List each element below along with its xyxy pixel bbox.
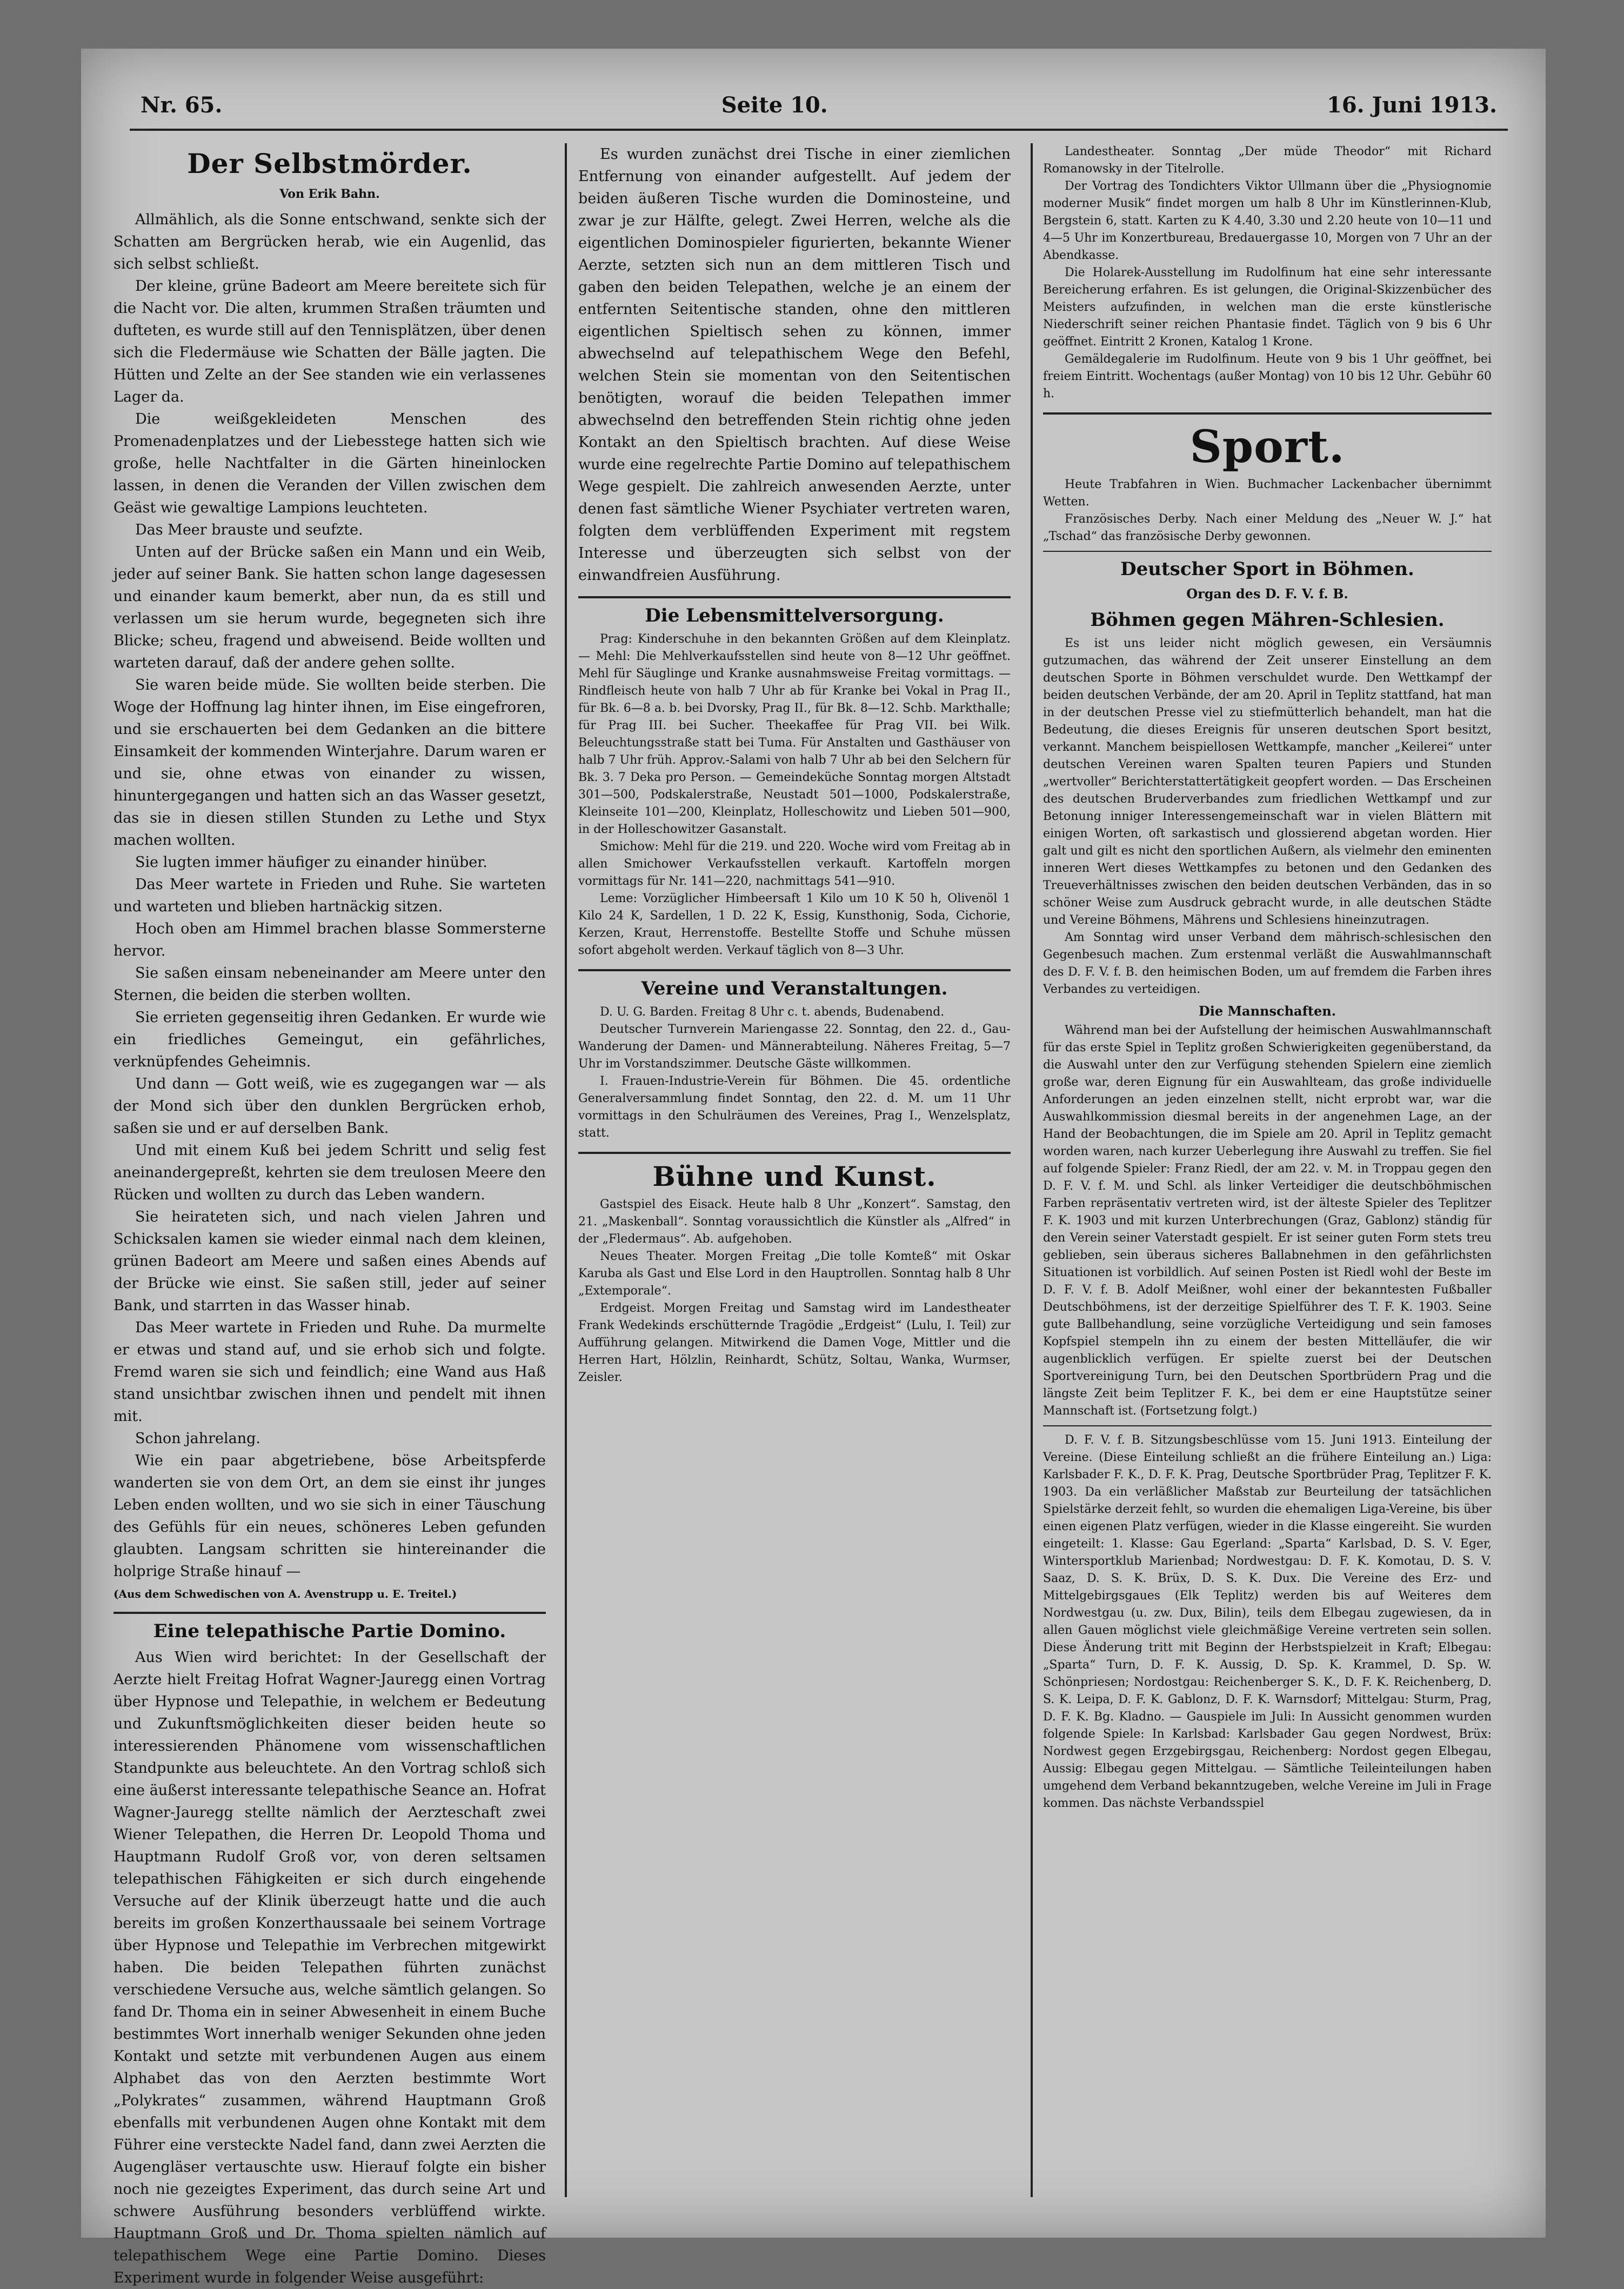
section-subtitle: Deutscher Sport in Böhmen. (1120, 558, 1414, 580)
section-rule (578, 596, 1011, 598)
article-byline: Von Erik Bahn. (279, 187, 380, 201)
paragraph: Heute Trabfahren in Wien. Buchmacher Lackenbacher übernimmt Wetten. (1043, 478, 1492, 509)
section-rule (113, 1612, 546, 1614)
section-rule (1043, 412, 1492, 415)
paragraph: Sie saßen einsam nebeneinander am Meere unter den Sternen, die beiden die sterben wollten. (113, 965, 546, 1004)
article-title: Bühne und Kunst. (652, 1160, 937, 1192)
paragraph: Das Meer wartete in Frieden und Ruhe. Sie warteten und warteten und blieben hartnäckig sitzen. (113, 876, 546, 915)
organ-line: Organ des D. F. V. f. B. (1186, 586, 1348, 602)
paragraph: Deutscher Turnverein Mariengasse 22. Sonntag, den 22. d., Gau-Wanderung der Damen- und Männerabteilung. Näheres Freitag, 5—7 Uhr im Vorstandszimmer. Deutsche Gäste willkommen. (578, 1023, 1011, 1071)
paragraph: Und dann — Gott weiß, wie es zugegangen war — als der Mond sich über den dunklen Bergrücken erhob, saßen sie und er auf derselben Bank. (113, 1076, 546, 1137)
column-right (1043, 143, 1492, 2208)
paragraph: Sie lugten immer häufiger zu einander hinüber. (135, 854, 487, 871)
paragraph: Smichow: Mehl für die 219. und 220. Woche wird vom Freitag ab in allen Smichower Verkaufsstellen verkauft. Kartoffeln morgen vormittags für Nr. 141—220, nachmittags 541—910. (578, 840, 1011, 888)
paragraph: D. F. V. f. B. Sitzungsbeschlüsse vom 15. Juni 1913. Einteilung der Vereine. (Diese Einteilung schließt an die frühere Einteilung an.) Liga: Karlsbader F. K., D. F. K. Prag, Deutsche Sportbrüder Prag, Teplitzer F. K. 1903. Da ein verläßlicher Maßstab zur Beurteilung der tatsächlichen Spielstärke derzeit fehlt, so wurden die ehemaligen Liga-Vereine, bis über einen eigenen Platz verfügen, wieder in die Klasse eingereiht. Sie wurden eingeteilt: 1. Klasse: Gau Egerland: „Sparta“ Karlsbad, D. S. V. Eger, Wintersportklub Marienbad; Nordwestgau: D. F. K. Komotau, D. S. V. Saaz, D. S. K. Brüx, D. S. K. Dux. Die Vereine des Erz- und Mittelgebirgsgaues (Elk Teplitz) werden bis auf Weiteres dem Nordwestgau (u. zw. Dux, Bilin), teils dem Elbegau zugewiesen, da in allen Gauen möglichst viele gleichmäßige Vereine vertreten sein sollen. Diese Änderung tritt mit Beginn der Herbstspielzeit in Kraft; Elbegau: „Sparta“ Turn, D. F. K. Aussig, D. Sp. K. Krammel, D. Sp. W. Schönpriesen; Nordostgau: Reichenberger S. K., D. F. K. Reichenberg, D. S. K. Leipa, D. F. K. Gablonz, D. F. K. Warnsdorf; Mittelgau: Sturm, Prag, D. F. K. Bg. Kladno. — Gauspiele im Juli: In Aussicht genommen wurden folgende Spiele: In Karlsbad: Karlsbader Gau gegen Nordwest, Brüx: Nordwest gegen Erzgebirgsgau, Reichenberg: Nordost gegen Elbegau, Aussig: Elbegau gegen Mittelgau. — Sämtliche Teileinteilungen haben umgehend dem Verband bekanntzugeben, welche Vereine im Juli in Frage kommen. Das nächste Verbandsspiel (1043, 1433, 1492, 1810)
paragraph: Der Vortrag des Tondichters Viktor Ullmann über die „Physiognomie moderner Musik“ findet morgen um halb 8 Uhr im Künstlerinnen-Klub, Bergstein 6, statt. Karten zu K 4.40, 3.30 und 2.20 heute von 10—11 und 4—5 Uhr im Konzertbureau, Bredauergasse 10, Morgen von 7 Uhr an der Abendkasse. (1043, 179, 1492, 262)
article-title: Die Lebensmittelversorgung. (645, 605, 944, 626)
paragraph: Prag: Kinderschuhe in den bekannten Größen auf dem Kleinplatz. — Mehl: Die Mehlverkaufsstellen sind heute von 8—12 Uhr geöffnet. Mehl für Säuglinge und Kranke ausnahmsweise Freitag vormittags. — Rindfleisch heute von halb 7 Uhr ab für Kranke bei Vokal in Prag II., für Bk. 6—8 a. b. bei Dvorsky, Prag II., für Bk. 8—12. Schb. Markthalle; für Prag III. bei Sucher. Theekaffee für Prag VII. bei Wilk. Beleuchtungsstraße statt bei Tuma. Für Anstalten und Gasthäuser von halb 7 Uhr früh. Approv.-Salami von halb 7 Uhr ab bei den Selchern für Bk. 3. 7 Deka pro Person. — Gemeindeküche Sonntag morgen Altstadt 301—500, Podskalerstraße, Neustadt 501—1000, Podskalerstraße, Kleinseite 101—200, Kleinplatz, Holleschowitz und Lieben 501—900, in der Holleschowitzer Gasanstalt. (578, 632, 1011, 836)
paragraph: Das Meer wartete in Frieden und Ruhe. Da murmelte er etwas und stand auf, und sie erhob sich und folgte. Fremd waren sie sich und feindlich; eine Wand aus Haß stand unsichtbar zwischen ihnen und pendelt mit ihnen mit. (113, 1319, 546, 1425)
section-rule (1043, 551, 1492, 552)
paragraph: Hoch oben am Himmel brachen blasse Sommersterne hervor. (113, 920, 546, 959)
article-title: Eine telepathische Partie Domino. (153, 1620, 506, 1642)
paragraph: Es wurden zunächst drei Tische in einer ziemlichen Entfernung von einander aufgestellt. Auf jedem der beiden äußeren Tische wurden die Dominosteine, und zwar je zur Hälfte, gelegt. Zwei Herren, welche als die eigentlichen Dominospieler figurierten, bekannte Wiener Aerzte, setzten sich nun an dem mittleren Tisch und gaben den beiden Telepathen, welche je an einem der entfernten Seitentische standen, ohne den mittleren eigentlichen Spieltisch sehen zu können, immer abwechselnd auf telepathischem Wege den Befehl, welchen Stein sie momentan von den Seitentischen benötigten, worauf die beiden Telepathen immer abwechselnd den betreffenden Stein richtig ohne jeden Kontakt an den Spieltisch brachten. Auf diese Weise wurde eine regelrechte Partie Domino auf telepathischem Wege gespielt. Die zahlreich anwesenden Aerzte, unter denen fast sämtliche Wiener Psychiater vertreten waren, folgten dem verblüffenden Experiment mit regstem Interesse und überzeugten sich selbst von der einwandfreien Ausführung. (578, 146, 1011, 584)
paragraph: Wie ein paar abgetriebene, böse Arbeitspferde wanderten sie von dem Ort, an dem sie einst ihr junges Leben enden wollten, und wo sie sich in einer Täuschung des Gefühls für ein neues, schöneres Leben gefunden glaubten. Langsam schritten sie hintereinander die holprige Straße hinauf — (113, 1452, 546, 1580)
article-title: Vereine und Veranstaltungen. (641, 978, 948, 999)
paragraph: Leme: Vorzüglicher Himbeersaft 1 Kilo um 10 K 50 h, Olivenöl 1 Kilo 24 K, Sardellen, 1 D. 22 K, Essig, Kunsthonig, Soda, Cichorie, Kerzen, Kraut, Herrenstoffe. Bestellte Stoffe und Schuhe müssen sofort abgeholt werden. Verkauf täglich von 8—3 Uhr. (578, 892, 1011, 957)
issue-date: 16. Juni 1913. (1327, 92, 1497, 118)
paragraph: Der kleine, grüne Badeort am Meere bereitete sich für die Nacht vor. Die alten, krummen Straßen träumten und dufteten, es wurde still auf den Tennisplätzen, über denen sich die Fledermäuse wie Schatten der Bälle jagten. Die Hütten und Zelte an der See standen wie ein verlassenes Lager da. (113, 278, 546, 405)
paragraph: Schon jahrelang. (135, 1430, 260, 1447)
paragraph: Das Meer brauste und seufzte. (135, 522, 363, 538)
article-title: Der Selbstmörder. (187, 148, 472, 179)
paragraph: Französisches Derby. Nach einer Meldung des „Neuer W. J.“ hat „Tschad“ das französische Derby gewonnen. (1043, 512, 1492, 543)
paragraph: Gastspiel des Eisack. Heute halb 8 Uhr „Konzert“. Samstag, den 21. „Maskenball“. Sonntag voraussichtlich die Künstler als „Alfred“ in der „Fledermaus“. Ab. aufgehoben. (578, 1198, 1011, 1246)
subheading: Die Mannschaften. (1198, 1003, 1336, 1019)
paragraph: Während man bei der Aufstellung der heimischen Auswahlmannschaft für das erste Spiel in Teplitz großen Schwierigkeiten gegenüberstand, da die Auswahl unter den zur Verfügung stehenden Spielern eine ziemlich große war, deren Eignung für ein Auswahlteam, das große individuelle Anforderungen an jeden einzelnen stellt, nicht erprobt war, war die Auswahlkommission diesmal bereits in der angenehmen Lage, an der Hand der Beobachtungen, die im Spiele am 20. April in Teplitz gemacht worden waren, nach kurzer Ueberlegung ihre Auswahl zu treffen. Sie fiel auf folgende Spieler: Franz Riedl, der am 22. v. M. in Troppau gegen den D. F. V. f. M. und Schl. als linker Verteidiger die deutschböhmischen Farben repräsentativ vertreten wird, ist der älteste Spieler des Teplitzer F. K. 1903 und mit kurzen Unterbrechungen (Graz, Gablonz) ständig für den Verein seiner Vaterstadt gespielt. Er ist seiner guten Form stets treu geblieben, sein überaus sicheres Ballabnehmen in den gefährlichsten Situationen ist vorbildlich. Auf seinen Posten ist Riedl wohl der Beste im D. F. V. f. B. Adolf Meißner, wohl einer der bekanntesten Fußballer Deutschböhmens, ist der derzeitige Spielführer des T. F. K. 1903. Seine gute Ballbehandlung, seine vorzügliche Verteidigung und sein famoses Kopfspiel stempeln ihn zu einem der besten Mittelläufer, die wir augenblicklich verfügen. Er spielte zuerst bei der Deutschen Sportvereinigung Turn, bei den Deutschen Sportbrüdern Prag und die längste Zeit beim Teplitzer F. K., bei dem er eine Hauptstütze seiner Mannschaft ist. (Fortsetzung folgt.) (1043, 1024, 1492, 1418)
paragraph: Unten auf der Brücke saßen ein Mann und ein Weib, jeder auf seiner Bank. Sie hatten schon lange dagesessen und einander kaum bemerkt, aber nun, da es still und verlassen um sie herum wurde, begegneten sich ihre Blicke; scheu, fragend und abweisend. Beide wollten und warteten darauf, daß der andere gehen sollte. (113, 544, 546, 671)
paragraph: Erdgeist. Morgen Freitag und Samstag wird im Landestheater Frank Wedekinds erschütternde Tragödie „Erdgeist“ (Lulu, I. Teil) zur Aufführung gelangen. Mitwirkend die Damen Voge, Mittler und die Herren Hart, Hölzlin, Reinhardt, Schütz, Soltau, Wanka, Wurmser, Zeisler. (578, 1302, 1011, 1384)
page-number: Seite 10. (721, 92, 828, 118)
column-rule (1031, 143, 1033, 2197)
paragraph: Aus Wien wird berichtet: In der Gesellschaft der Aerzte hielt Freitag Hofrat Wagner-Jauregg einen Vortrag über Hypnose und Telepathie, in welchem er Bedeutung und Zukunftsmöglichkeiten dieser beiden heute so interessierenden Phänomene vom wissenschaftlichen Standpunkte aus beleuchtete. An den Vortrag schloß sich eine äußerst interessante telepathische Seance an. Hofrat Wagner-Jauregg stellte nämlich der Aerzteschaft zwei Wiener Telepathen, die Herren Dr. Leopold Thoma und Hauptmann Rudolf Groß vor, von deren seltsamen telepathischen Fähigkeiten er sich durch eingehende Versuche auf der Klinik überzeugt hatte und die auch bereits im großen Konzerthaussaale bei seinem Vortrage über Hypnose und Telepathie im Verbrechen mitgewirkt haben. Die beiden Telepathen führten zunächst verschiedene Versuche aus, welche sämtlich gelangen. So fand Dr. Thoma ein in seiner Abwesenheit in einem Buche bestimmtes Wort innerhalb weniger Sekunden ohne jeden Kontakt und setzte mit verbundenen Augen aus einem Alphabet das von den Aerzten bestimmte Wort „Polykrates“ zusammen, während Hauptmann Groß ebenfalls mit verbundenen Augen ohne Kontakt mit dem Führer eine versteckte Nadel fand, dann zwei Aerzten die Augengläser vertauschte usw. Hierauf folgte ein bisher noch nie gezeigtes Experiment, das durch seine Art und schwere Ausführung besonders verblüffend wirkte. Hauptmann Groß und Dr. Thoma spielten nämlich auf telepathischem Wege eine Partie Domino. Dieses Experiment wurde in folgender Weise ausgeführt: (113, 1649, 546, 2286)
section-title: Sport. (1189, 421, 1345, 473)
paragraph: Die weißgekleideten Menschen des Promenadenplatzes und der Liebesstege hatten sich wie große, helle Nachtfalter in die Gärten hineinlocken lassen, in denen die Veranden der Villen zwischen dem Geäst wie gewaltige Lampions leuchteten. (113, 411, 546, 516)
paragraph: Die Holarek-Ausstellung im Rudolfinum hat eine sehr interessante Bereicherung erfahren. Es ist gelungen, die Original-Skizzenbücher des Meisters aufzufinden, in welchen man die erste künstlerische Niederschrift seiner reichen Phantasie findet. Täglich von 9 bis 6 Uhr geöffnet. Eintritt 2 Kronen, Katalog 1 Krone. (1043, 266, 1492, 349)
paragraph: Gemäldegalerie im Rudolfinum. Heute von 9 bis 1 Uhr geöffnet, bei freiem Eintritt. Wochentags (außer Montag) von 10 bis 12 Uhr. Gebühr 60 h. (1043, 352, 1492, 401)
paragraph: Neues Theater. Morgen Freitag „Die tolle Komteß“ mit Oskar Karuba als Gast und Else Lord in den Hauptrollen. Sonntag halb 8 Uhr „Extemporale“. (578, 1250, 1011, 1298)
column-left (113, 143, 546, 2286)
paragraph: Es ist uns leider nicht möglich gewesen, ein Versäumnis gutzumachen, das während der Zeit unserer Einstellung an dem deutschen Sporte in Böhmen verschuldet wurde. Den Wettkampf der beiden deutschen Verbände, der am 20. April in Teplitz stattfand, hat man in der deutschen Presse viel zu stiefmütterlich behandelt, man hat die Bedeutung, die dieses Ereignis für unseren deutschen Sport besitzt, verkannt. Manchem beispiellosen Wettkampfe, mancher „Keilerei“ unter deutschen Vereinen waren Spalten teuren Papiers und Stunden „wertvoller“ Berichterstattertätigkeit geopfert worden. — Das Erscheinen des deutschen Bruderverbandes zum friedlichen Wettkampf und zur Betonung inniger Interessengemeinschaft war in vielen Blättern mit einigen Worten, oft sarkastisch und glossierend abgetan worden. Hier galt und gilt es nicht den sportlichen Außern, als vielmehr den eminenten inneren Wert dieses Wettkampfes zu betonen und den Gedanken des Treueverhältnisses zwischen den beiden deutschen Verbänden, das in so schöner Weise zum Ausdruck gebracht wurde, in alle deutschen Städte und Vereine Böhmens, Mährens und Schlesiens hineinzutragen. (1043, 637, 1492, 927)
paragraph: Am Sonntag wird unser Verband dem mährisch-schlesischen den Gegenbesuch machen. Zum erstenmal verläßt die Auswahlmannschaft des D. F. V. f. B. den heimischen Boden, um auf fremdem die Farben ihres Verbandes zu verteidigen. (1043, 931, 1492, 996)
paragraph: Sie errieten gegenseitig ihren Gedanken. Er wurde wie ein friedliches Gemeingut, ein gefährliches, verknüpfendes Geheimnis. (113, 1009, 546, 1070)
paragraph: D. U. G. Barden. Freitag 8 Uhr c. t. abends, Budenabend. (600, 1005, 945, 1019)
paragraph: Sie heirateten sich, und nach vielen Jahren und Schicksalen kamen sie wieder einmal nach dem kleinen, grünen Badeort am Meere und saßen eines Abends auf der Brücke wie einst. Sie saßen still, jeder auf seiner Bank, und starrten in das Wasser hinab. (113, 1209, 546, 1314)
paragraph: I. Frauen-Industrie-Verein für Böhmen. Die 45. ordentliche Generalversammlung findet Sonntag, den 22. d. M. um 11 Uhr vormittags in den Schulräumen des Vereines, Prag I., Wenzelsplatz, statt. (578, 1075, 1011, 1140)
header-rule (130, 129, 1508, 131)
paragraph: Allmählich, als die Sonne entschwand, senkte sich der Schatten am Bergrücken herab, wie ein Augenlid, das sich selbst schließt. (113, 211, 546, 272)
issue-number: Nr. 65. (141, 92, 223, 118)
section-rule (1043, 1425, 1492, 1426)
newspaper-page (81, 49, 1546, 2286)
section-rule (578, 1152, 1011, 1154)
column-rule (565, 143, 567, 2197)
translation-note: (Aus dem Schwedischen von A. Avenstrupp u. E. Treitel.) (113, 1587, 457, 1600)
page-header (141, 83, 1497, 126)
section-rule (578, 969, 1011, 971)
paragraph: Und mit einem Kuß bei jedem Schritt und selig fest aneinandergepreßt, kehrten sie dem treulosen Meere den Rücken und wollten zu durch das Leben wandern. (113, 1142, 546, 1203)
paragraph: Sie waren beide müde. Sie wollten beide sterben. Die Woge der Hoffnung lag hinter ihnen, im Eise eingefroren, und sie erschauerten bei dem Gedanken an die bittere Einsamkeit der kommenden Winterjahre. Darum waren er und sie, ohne etwas von einander zu wissen, hinuntergegangen und hatten sich an das Wasser gesetzt, das sie in diesen stillen Stunden zu Lethe und Styx machen wollten. (113, 677, 546, 849)
article-title: Böhmen gegen Mähren-Schlesien. (1090, 609, 1445, 631)
column-middle (578, 143, 1011, 2208)
paragraph: Landestheater. Sonntag „Der müde Theodor“ mit Richard Romanowsky in der Titelrolle. (1043, 145, 1492, 176)
